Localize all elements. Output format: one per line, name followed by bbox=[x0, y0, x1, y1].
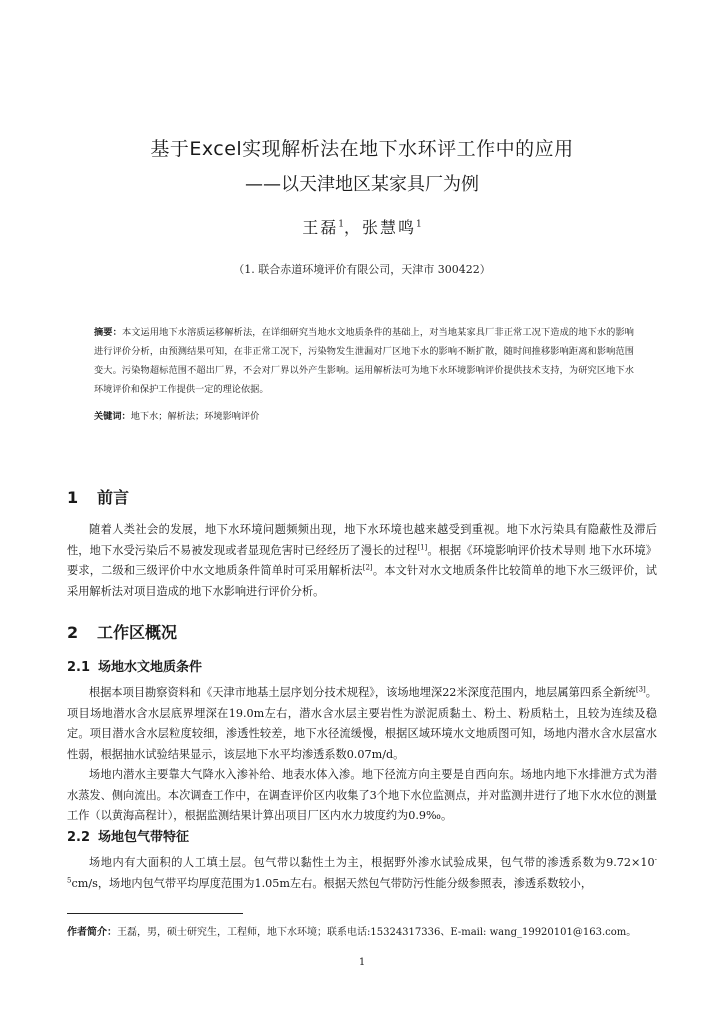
section-title: 前言 bbox=[97, 488, 130, 507]
author-affiliation-mark: 1 bbox=[416, 219, 422, 230]
keywords bbox=[94, 408, 634, 422]
body-text: 场地内潜水主要靠大气降水入渗补给、地表水体入渗。地下径流方向主要是自西向东。场地内地下水排泄方式为潜水蒸发、侧向流出。本次调查工作中，在调查评价区内收集了3个地下水位监测点，并对监测井进行了地下水水位的测量工作（以黄海高程计），根据监测结果计算出项目厂区内水力坡度约为0.9‰。 bbox=[67, 768, 657, 822]
subsection-title: 场地包气带特征 bbox=[98, 830, 190, 845]
author-footnote bbox=[67, 923, 667, 938]
abstract-text: 本文运用地下水溶质运移解析法，在详细研究当地水文地质条件的基础上，对当地某家具厂非正常工况下造成的地下水的影响进行评价分析，由预测结果可知，在非正常工况下，污染物发生泄漏对厂区地下水的影响不断扩散，随时间推移影响距离和影响范围变大。污染物超标范围不超出厂界，不会对厂界以外产生影响。运用解析法可为地下水环境影响评价提供技术支持，为研究区地下水环境评价和保护工作提供一定的理论依据。 bbox=[94, 327, 634, 395]
body-text: 。项目场地潜水含水层底界埋深在19.0m左右，潜水含水层主要岩性为淤泥质黏土、粉土、粉质粘土，且较为连续及稳定。项目潜水含水层粒度较细，渗透性较差，地下水径流缓慢，根据区域环境水文地质图可知，场地内潜水含水层富水性弱，根据抽水试验结果显示，该层地下水平均渗透系数0.07m/d。 bbox=[67, 686, 657, 761]
body-text: 场地内有大面积的人工填土层。包气带以黏性土为主，根据野外渗水试验成果，包气带的渗透系数为9.72×10 bbox=[89, 856, 655, 869]
citation: [3] bbox=[635, 685, 646, 694]
affiliation: （1. 联合赤道环境评价有限公司，天津市 300422） bbox=[233, 263, 491, 276]
subsection-heading-2-1 bbox=[67, 656, 202, 675]
keywords-label: 关键词： bbox=[94, 411, 131, 422]
exponent: -5 bbox=[67, 855, 657, 884]
subsection-number: 2.2 bbox=[67, 830, 91, 845]
abstract bbox=[94, 323, 634, 399]
subsection-number: 2.1 bbox=[67, 660, 91, 675]
subsection-title: 场地水文地质条件 bbox=[98, 660, 203, 675]
footnote-divider bbox=[67, 913, 243, 914]
subsection-heading-2-2 bbox=[67, 826, 189, 845]
author-line bbox=[0, 215, 724, 238]
section-title: 工作区概况 bbox=[97, 623, 178, 642]
hydrogeology-paragraphs bbox=[67, 683, 657, 827]
author-name: 王磊 bbox=[302, 218, 339, 237]
body-text: cm/s，场地内包气带平均厚度范围为1.05m左右。根据天然包气带防污性能分级参照表，渗透系数较小， bbox=[71, 876, 593, 890]
paper-subtitle: ——以天津地区某家具厂为例 bbox=[245, 174, 479, 195]
author-affiliation-mark: 1 bbox=[338, 219, 344, 230]
body-text: 。根据《环境影响评价技术导则 地下水环境》要求，二级和三级评价中水文地质条件简单时可采用解析法 bbox=[67, 543, 657, 577]
footnote-text: 王磊，男，硕士研究生，工程师，地下水环境；联系电话:15324317336、E-mail: wang_19920101@163.com。 bbox=[117, 927, 637, 938]
vadose-paragraph bbox=[67, 853, 657, 894]
citation: [1] bbox=[417, 542, 428, 551]
section-number: 2 bbox=[67, 623, 79, 642]
section-heading-2 bbox=[67, 620, 177, 643]
abstract-label: 摘要： bbox=[94, 327, 122, 338]
paper-title: 基于Excel实现解析法在地下水环评工作中的应用 bbox=[150, 138, 574, 160]
body-text: 。本文针对水文地质条件比较简单的地下水三级评价，试采用解析法对项目造成的地下水影响进行评价分析。 bbox=[67, 564, 657, 598]
page-number: 1 bbox=[358, 957, 366, 968]
footnote-label: 作者简介： bbox=[67, 927, 117, 938]
keywords-text: 地下水；解析法；环境影响评价 bbox=[130, 411, 260, 422]
body-text: 根据本项目勘察资料和《天津市地基土层序划分技术规程》，该场地埋深22米深度范围内，地层属第四系全新统 bbox=[89, 686, 636, 699]
section-heading-1 bbox=[67, 485, 129, 508]
body-text: 随着人类社会的发展，地下水环境问题频频出现，地下水环境也越来越受到重视。地下水污染具有隐蔽性及滞后性，地下水受污染后不易被发现或者显现危害时已经经历了漫长的过程 bbox=[67, 523, 657, 557]
author-separator: ， bbox=[343, 218, 362, 237]
intro-paragraph bbox=[67, 520, 657, 602]
citation: [2] bbox=[362, 563, 373, 572]
section-number: 1 bbox=[67, 488, 79, 507]
author-name: 张慧鸣 bbox=[362, 218, 417, 237]
